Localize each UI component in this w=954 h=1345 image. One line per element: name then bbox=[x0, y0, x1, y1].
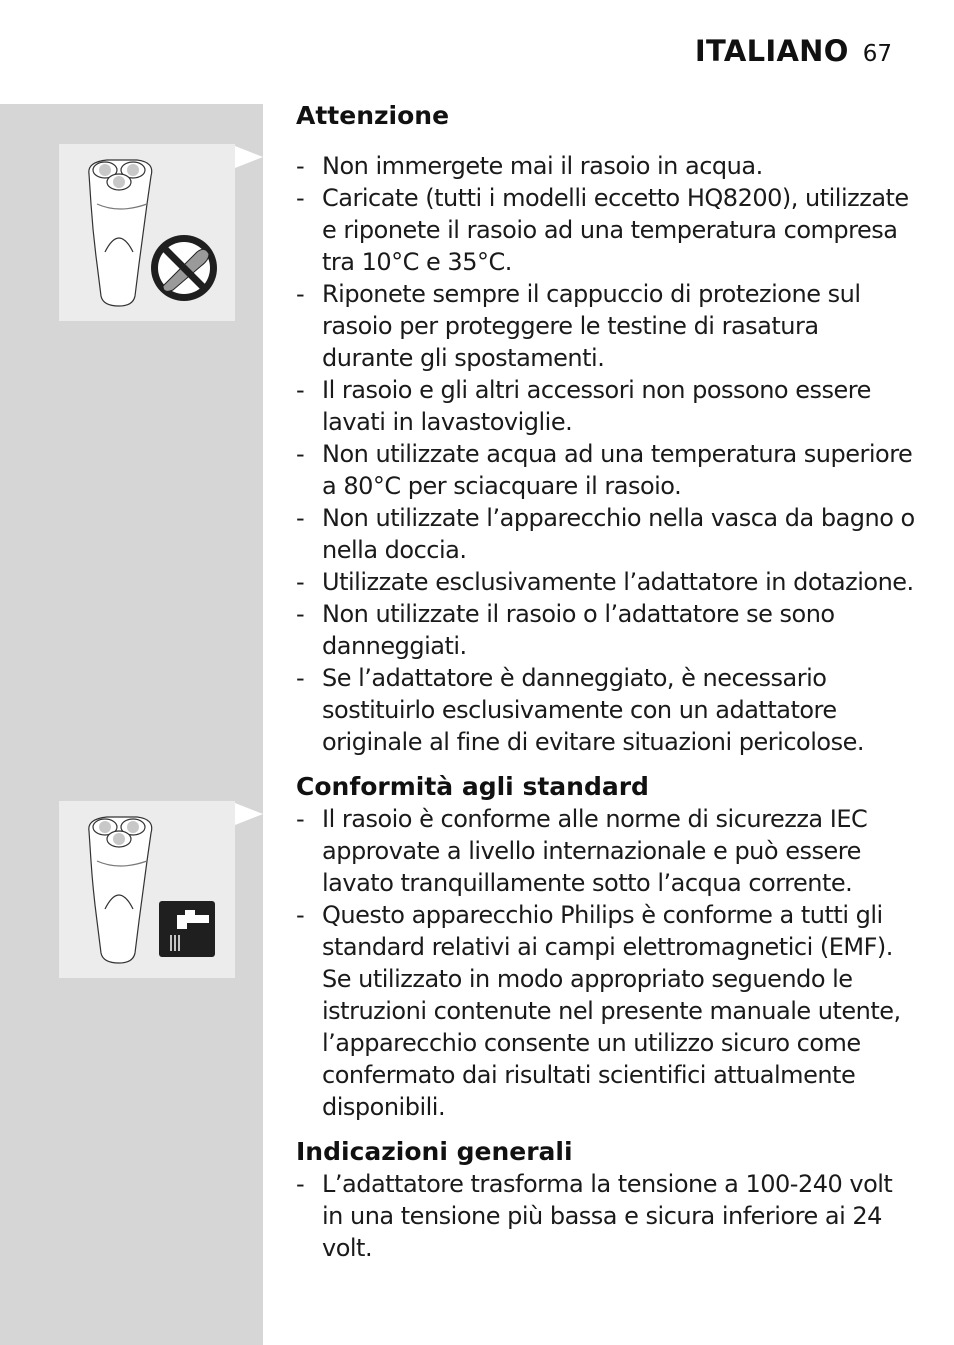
language-title: ITALIANO bbox=[694, 34, 849, 68]
main-content bbox=[296, 100, 916, 1264]
page-number: 67 bbox=[862, 41, 892, 67]
figure-pointer bbox=[235, 146, 263, 168]
list-item: - Caricate (tutti i modelli eccetto HQ8200), utilizzate e riponete il rasoio ad una temperatura compresa tra 10°C e 35°C. bbox=[296, 182, 916, 278]
section-title: Indicazioni generali bbox=[296, 1137, 573, 1166]
figure-no-immersion bbox=[59, 144, 235, 321]
list-item: - Se l’adattatore è danneggiato, è necessario sostituirlo esclusivamente con un adattatore originale al fine di evitare situazioni pericolose. bbox=[296, 662, 916, 758]
list-item: - Utilizzate esclusivamente l’adattatore in dotazione. bbox=[296, 566, 916, 598]
list-item: - Non utilizzate acqua ad una temperatura superiore a 80°C per sciacquare il rasoio. bbox=[296, 438, 916, 502]
bullet-list bbox=[296, 803, 916, 1123]
list-item: - Riponete sempre il cappuccio di protezione sul rasoio per proteggere le testine di rasatura durante gli spostamenti. bbox=[296, 278, 916, 374]
no-immersion-icon bbox=[59, 144, 235, 321]
list-item: - Non utilizzate il rasoio o l’adattatore se sono danneggiati. bbox=[296, 598, 916, 662]
section-title: Conformità agli standard bbox=[296, 772, 649, 801]
list-item: - Il rasoio e gli altri accessori non possono essere lavati in lavastoviglie. bbox=[296, 374, 916, 438]
section-title: Attenzione bbox=[296, 101, 450, 130]
tap-water-icon bbox=[59, 801, 235, 978]
bullet-list bbox=[296, 150, 916, 758]
figure-water-rinse bbox=[59, 801, 235, 978]
section-conformita bbox=[296, 771, 916, 1123]
list-item: - L’adattatore trasforma la tensione a 100-240 volt in una tensione più bassa e sicura inferiore ai 24 volt. bbox=[296, 1168, 916, 1264]
bullet-list bbox=[296, 1168, 916, 1264]
list-item: - Il rasoio è conforme alle norme di sicurezza IEC approvate a livello internazionale e può essere lavato tranquillamente sotto l’acqua corrente. bbox=[296, 803, 916, 899]
list-item: - Non immergete mai il rasoio in acqua. bbox=[296, 150, 916, 182]
figure-pointer bbox=[235, 803, 263, 825]
section-attenzione bbox=[296, 100, 916, 758]
list-item: - Questo apparecchio Philips è conforme a tutti gli standard relativi ai campi elettromagnetici (EMF). Se utilizzato in modo appropriato seguendo le istruzioni contenute nel presente manuale utente, l’apparecchio consente un utilizzo sicuro come confermato dai risultati scientifici attualmente disponibili. bbox=[296, 899, 916, 1123]
page-header bbox=[695, 34, 892, 74]
list-item: - Non utilizzate l’apparecchio nella vasca da bagno o nella doccia. bbox=[296, 502, 916, 566]
section-indicazioni bbox=[296, 1136, 916, 1264]
